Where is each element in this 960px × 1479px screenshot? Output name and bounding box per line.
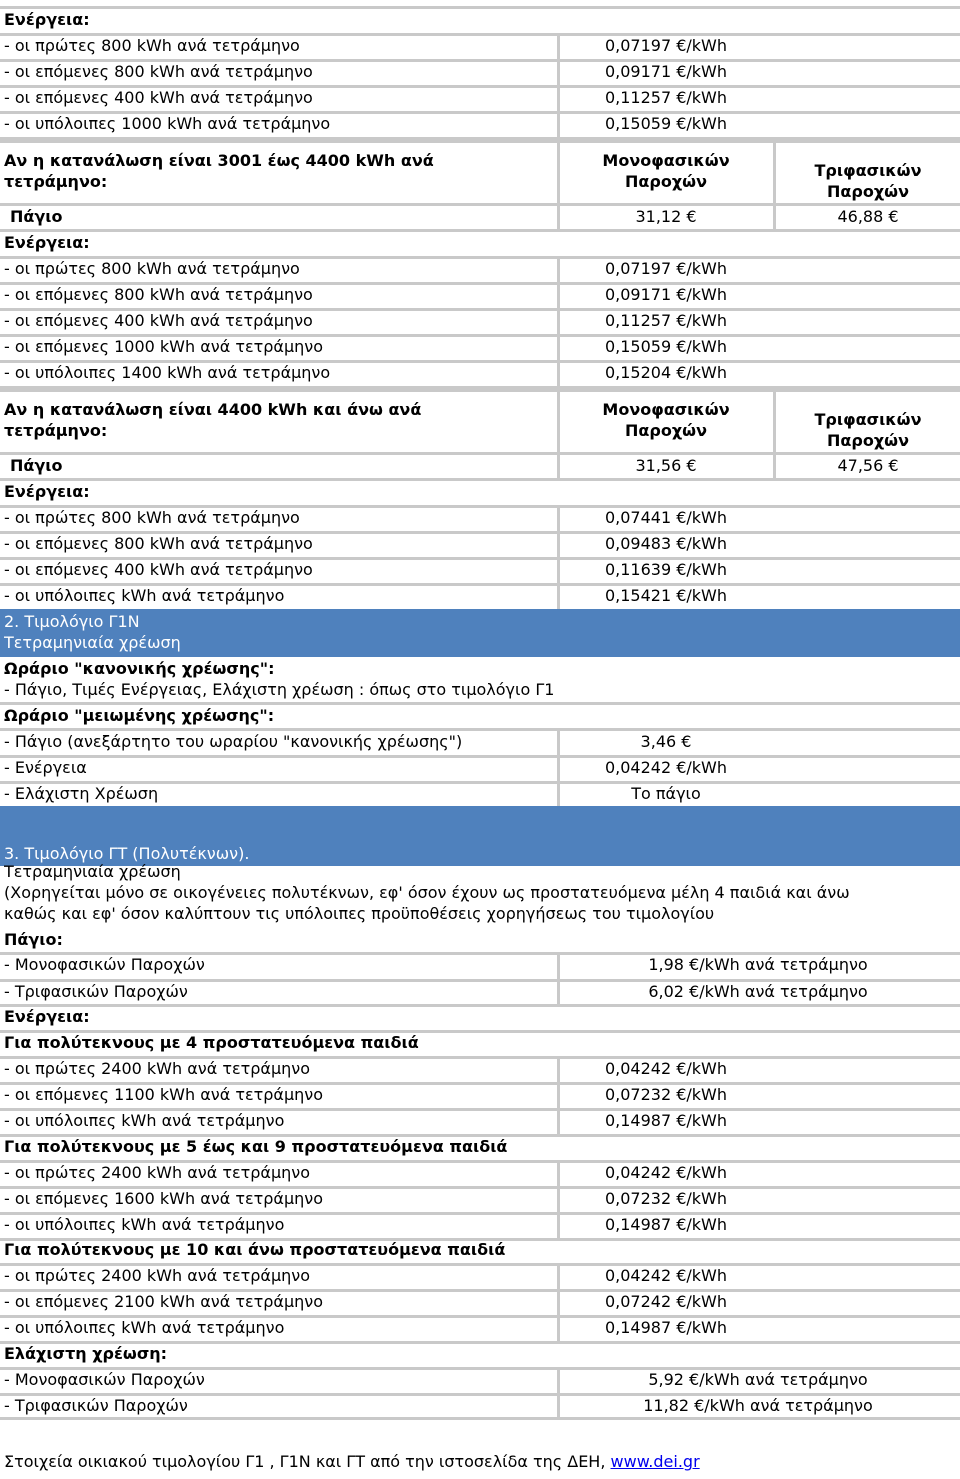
grid-line xyxy=(0,1417,960,1420)
group-heading-row xyxy=(0,1240,960,1264)
table-row xyxy=(0,1292,960,1316)
row-label: - οι υπόλοιπες kWh ανά τετράμηνο xyxy=(4,1215,285,1234)
table-row xyxy=(0,534,960,558)
energy-label: Ενέργεια: xyxy=(4,482,90,501)
pagio-mono: 31,12 € xyxy=(635,207,697,226)
grid-line xyxy=(557,1056,560,1137)
energy-heading-row xyxy=(0,233,960,257)
row-value: 0,04242 €/kWh xyxy=(604,1266,728,1285)
gt-subtitle: Τετραμηνιαία χρέωση xyxy=(4,862,181,881)
group-heading: Για πολύτεκνους με 10 και άνω προστατευόμενα παιδιά xyxy=(4,1240,506,1259)
pagio-label: Πάγιο xyxy=(10,207,63,226)
row-value: 0,11639 €/kWh xyxy=(604,560,728,579)
grid-line xyxy=(0,140,960,143)
grid-line xyxy=(0,256,960,259)
row-label: - οι επόμενες 400 kWh ανά τετράμηνο xyxy=(4,560,313,579)
table-row xyxy=(0,560,960,584)
gt-energy-heading-row xyxy=(0,1007,960,1031)
footer-source xyxy=(4,1452,700,1471)
grid-line xyxy=(0,33,960,36)
table-row xyxy=(0,36,960,60)
grid-line xyxy=(0,59,960,62)
footer-link[interactable]: www.dei.gr xyxy=(610,1452,700,1471)
grid-line xyxy=(773,140,776,232)
row-value: 0,15204 €/kWh xyxy=(604,363,728,382)
grid-line xyxy=(0,229,960,232)
table-row xyxy=(0,1370,960,1394)
row-label: - οι πρώτες 2400 kWh ανά τετράμηνο xyxy=(4,1266,310,1285)
grid-line xyxy=(0,583,960,586)
gt-pagio-label: Πάγιο: xyxy=(4,930,63,949)
pagio-tri: 47,56 € xyxy=(837,456,899,475)
normal-heading: Ωράριο "κανονικής χρέωσης": xyxy=(4,659,275,678)
grid-line xyxy=(557,256,560,389)
group-heading-row xyxy=(0,1033,960,1057)
row-value: 0,07441 €/kWh xyxy=(604,508,728,527)
table-row xyxy=(0,114,960,138)
table-row xyxy=(0,586,960,610)
pagio-tri: 46,88 € xyxy=(837,207,899,226)
g1n-normal-heading-row xyxy=(0,659,960,681)
grid-line xyxy=(0,1108,960,1111)
row-label: - Τριφασικών Παροχών xyxy=(4,982,188,1001)
grid-line xyxy=(0,334,960,337)
tri-header: Τριφασικών Παροχών xyxy=(814,410,922,450)
g1n-normal-text-row xyxy=(0,680,960,702)
grid-line xyxy=(0,1186,960,1189)
row-label: - οι επόμενες 1600 kWh ανά τετράμηνο xyxy=(4,1189,324,1208)
row-value: 0,09171 €/kWh xyxy=(604,285,728,304)
row-value: Το πάγιο xyxy=(631,784,701,803)
grid-line xyxy=(0,111,960,114)
section-heading: Αν η κατανάλωση είναι 3001 έως 4400 kWh ανά τετράμηνο: xyxy=(4,151,434,191)
row-value: 0,07232 €/kWh xyxy=(604,1189,728,1208)
row-label: - οι πρώτες 800 kWh ανά τετράμηνο xyxy=(4,259,300,278)
table-row xyxy=(0,62,960,86)
row-label: - οι επόμενες 2100 kWh ανά τετράμηνο xyxy=(4,1292,324,1311)
min-label: Ελάχιστη χρέωση: xyxy=(4,1344,168,1363)
reduced-heading: Ωράριο "μειωμένης χρέωσης": xyxy=(4,706,275,725)
section-header-row xyxy=(0,148,960,202)
row-value: 1,98 €/kWh ανά τετράμηνο xyxy=(648,955,868,974)
row-label: - οι υπόλοιπες kWh ανά τετράμηνο xyxy=(4,1111,285,1130)
row-value: 0,14987 €/kWh xyxy=(604,1318,728,1337)
row-value: 3,46 € xyxy=(640,732,692,751)
grid-line xyxy=(0,531,960,534)
row-value: 0,07242 €/kWh xyxy=(604,1292,728,1311)
group-heading-row xyxy=(0,1137,960,1161)
table-row xyxy=(0,1085,960,1109)
grid-line xyxy=(557,1367,560,1420)
row-label: - Τριφασικών Παροχών xyxy=(4,1396,188,1415)
gt-intro xyxy=(0,862,960,928)
grid-line xyxy=(557,1263,560,1344)
grid-line xyxy=(0,1289,960,1292)
grid-line xyxy=(557,728,560,806)
energy-heading-row xyxy=(0,482,960,506)
grid-line xyxy=(0,203,960,206)
table-row xyxy=(0,363,960,387)
row-value: 0,15059 €/kWh xyxy=(604,114,728,133)
grid-line xyxy=(0,452,960,455)
row-label: - οι επόμενες 400 kWh ανά τετράμηνο xyxy=(4,311,313,330)
row-value: 11,82 €/kWh ανά τετράμηνο xyxy=(643,1396,873,1415)
group-heading: Για πολύτεκνους με 5 έως και 9 προστατευόμενα παιδιά xyxy=(4,1137,508,1156)
grid-line xyxy=(773,389,776,481)
table-row xyxy=(0,982,960,1006)
table-row xyxy=(0,732,960,756)
row-label: - Πάγιο (ανεξάρτητο του ωραρίου "κανονικής χρέωσης") xyxy=(4,732,463,751)
tariff-band-g1n xyxy=(0,609,960,657)
row-label: - οι επόμενες 400 kWh ανά τετράμηνο xyxy=(4,88,313,107)
row-label: - οι επόμενες 800 kWh ανά τετράμηνο xyxy=(4,62,313,81)
g1n-title: 2. Τιμολόγιο Γ1Ν xyxy=(4,612,140,631)
gt-pagio-heading-row xyxy=(0,930,960,952)
min-heading-row xyxy=(0,1344,960,1368)
table-row xyxy=(0,88,960,112)
pagio-mono: 31,56 € xyxy=(635,456,697,475)
row-label: - οι υπόλοιπες 1000 kWh ανά τετράμηνο xyxy=(4,114,331,133)
row-value: 0,15059 €/kWh xyxy=(604,337,728,356)
table-row xyxy=(0,508,960,532)
row-value: 0,09171 €/kWh xyxy=(604,62,728,81)
table-row xyxy=(0,337,960,361)
row-value: 0,15421 €/kWh xyxy=(604,586,728,605)
mono-header: Μονοφασικών Παροχών xyxy=(602,151,730,191)
row-label: - οι επόμενες 1100 kWh ανά τετράμηνο xyxy=(4,1085,324,1104)
row-value: 0,04242 €/kWh xyxy=(604,758,728,777)
row-label: - οι πρώτες 2400 kWh ανά τετράμηνο xyxy=(4,1059,310,1078)
row-value: 0,04242 €/kWh xyxy=(604,1059,728,1078)
pagio-row xyxy=(0,207,960,231)
row-value: 0,04242 €/kWh xyxy=(604,1163,728,1182)
section-header-row xyxy=(0,397,960,451)
grid-line xyxy=(0,85,960,88)
pagio-row xyxy=(0,456,960,480)
row-value: 6,02 €/kWh ανά τετράμηνο xyxy=(648,982,868,1001)
row-value: 0,14987 €/kWh xyxy=(604,1111,728,1130)
row-label: - Μονοφασικών Παροχών xyxy=(4,955,205,974)
grid-line xyxy=(557,389,560,481)
grid-line xyxy=(0,6,960,9)
normal-text: - Πάγιο, Τιμές Ενέργειας, Ελάχιστη χρέωση : όπως στο τιμολόγιο Γ1 xyxy=(4,680,555,699)
grid-line xyxy=(0,308,960,311)
row-value: 5,92 €/kWh ανά τετράμηνο xyxy=(648,1370,868,1389)
table-row xyxy=(0,1189,960,1213)
row-value: 0,07197 €/kWh xyxy=(604,259,728,278)
row-value: 0,09483 €/kWh xyxy=(604,534,728,553)
table-row xyxy=(0,311,960,335)
grid-line xyxy=(0,702,960,705)
table-row xyxy=(0,1266,960,1290)
mono-header: Μονοφασικών Παροχών xyxy=(602,400,730,440)
row-label: - Μονοφασικών Παροχών xyxy=(4,1370,205,1389)
row-value: 0,11257 €/kWh xyxy=(604,88,728,107)
grid-line xyxy=(0,505,960,508)
tariff-band-gt xyxy=(0,806,960,866)
row-label: - Ελάχιστη Χρέωση xyxy=(4,784,159,803)
table-row xyxy=(0,285,960,309)
row-value: 0,07232 €/kWh xyxy=(604,1085,728,1104)
group-heading: Για πολύτεκνους με 4 προστατευόμενα παιδιά xyxy=(4,1033,419,1052)
grid-line xyxy=(0,557,960,560)
grid-line xyxy=(557,33,560,140)
section-heading: Αν η κατανάλωση είναι 4400 kWh και άνω ανά τετράμηνο: xyxy=(4,400,422,440)
table-row xyxy=(0,1111,960,1135)
grid-line xyxy=(0,360,960,363)
grid-line xyxy=(0,755,960,758)
row-label: - οι πρώτες 800 kWh ανά τετράμηνο xyxy=(4,508,300,527)
row-label: - οι πρώτες 2400 kWh ανά τετράμηνο xyxy=(4,1163,310,1182)
table-row xyxy=(0,259,960,283)
row-label: - οι επόμενες 1000 kWh ανά τετράμηνο xyxy=(4,337,324,356)
grid-line xyxy=(557,1160,560,1241)
energy-label: Ενέργεια: xyxy=(4,233,90,252)
gt-title: 3. Τιμολόγιο ΓΤ (Πολυτέκνων). xyxy=(4,844,250,863)
energy-heading-row xyxy=(0,10,960,34)
gt-note-line: καθώς και εφ' όσον καλύπτουν τις υπόλοιπες προϋποθέσεις χορηγήσεως του τιμολογίου xyxy=(4,904,715,923)
grid-line xyxy=(0,389,960,392)
tri-header: Τριφασικών Παροχών xyxy=(814,161,922,201)
grid-line xyxy=(0,1082,960,1085)
grid-line xyxy=(0,282,960,285)
grid-line xyxy=(0,728,960,731)
grid-line xyxy=(0,781,960,784)
pagio-label: Πάγιο xyxy=(10,456,63,475)
grid-line xyxy=(0,1212,960,1215)
table-row xyxy=(0,955,960,979)
table-row xyxy=(0,1318,960,1342)
footer-text: Στοιχεία οικιακού τιμολογίου Γ1 , Γ1Ν και ΓΤ από την ιστοσελίδα της ΔΕΗ, xyxy=(4,1452,611,1471)
row-label: - οι επόμενες 800 kWh ανά τετράμηνο xyxy=(4,534,313,553)
table-row xyxy=(0,758,960,782)
row-label: - οι υπόλοιπες kWh ανά τετράμηνο xyxy=(4,586,285,605)
row-label: - οι υπόλοιπες 1400 kWh ανά τετράμηνο xyxy=(4,363,331,382)
gt-energy-label: Ενέργεια: xyxy=(4,1007,90,1026)
grid-line xyxy=(557,952,560,1007)
table-row xyxy=(0,784,960,806)
row-label: - οι υπόλοιπες kWh ανά τετράμηνο xyxy=(4,1318,285,1337)
row-value: 0,11257 €/kWh xyxy=(604,311,728,330)
row-value: 0,14987 €/kWh xyxy=(604,1215,728,1234)
row-label: - οι επόμενες 800 kWh ανά τετράμηνο xyxy=(4,285,313,304)
grid-line xyxy=(557,505,560,609)
gt-note-line: (Χορηγείται μόνο σε οικογένειες πολυτέκνων, εφ' όσον έχουν ως προστατευόμενα μέλη 4 παιδιά και άνω xyxy=(4,883,850,902)
row-label: - Ενέργεια xyxy=(4,758,87,777)
row-label: - οι πρώτες 800 kWh ανά τετράμηνο xyxy=(4,36,300,55)
grid-line xyxy=(557,140,560,232)
row-value: 0,07197 €/kWh xyxy=(604,36,728,55)
energy-label: Ενέργεια: xyxy=(4,10,90,29)
table-row xyxy=(0,1163,960,1187)
table-row xyxy=(0,1215,960,1239)
g1n-reduced-heading-row xyxy=(0,706,960,730)
grid-line xyxy=(0,478,960,481)
grid-line xyxy=(0,1315,960,1318)
g1n-subtitle: Τετραμηνιαία χρέωση xyxy=(4,633,181,652)
table-row xyxy=(0,1059,960,1083)
